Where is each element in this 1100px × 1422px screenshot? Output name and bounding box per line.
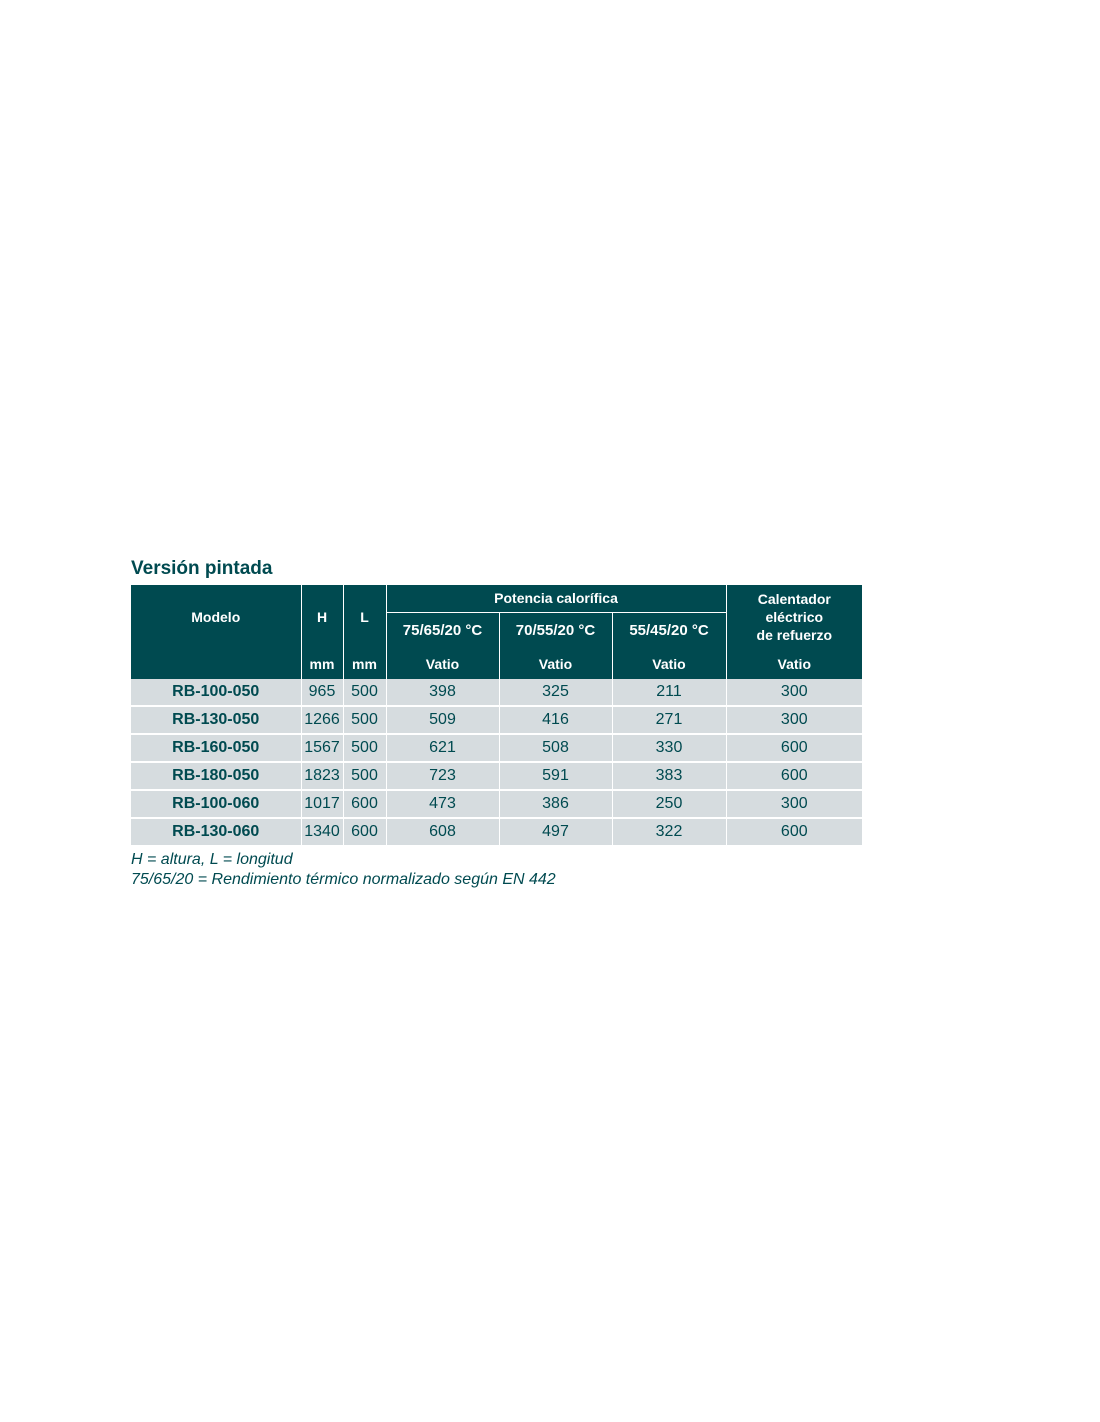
cell-model: RB-130-050	[131, 706, 301, 734]
header-temp-55-45-20: 55/45/20 °C	[612, 612, 726, 649]
cell-heater: 600	[726, 762, 862, 790]
cell-t2: 386	[499, 790, 612, 818]
cell-h: 965	[301, 679, 343, 706]
table-row	[131, 706, 862, 734]
cell-model: RB-160-050	[131, 734, 301, 762]
cell-model: RB-130-060	[131, 818, 301, 845]
cell-l: 500	[343, 679, 386, 706]
footnote-standard: 75/65/20 = Rendimiento térmico normalizado según EN 442	[131, 871, 556, 888]
cell-t3: 383	[612, 762, 726, 790]
cell-l: 600	[343, 790, 386, 818]
footnote-dimensions: H = altura, L = longitud	[131, 851, 293, 868]
cell-heater: 300	[726, 706, 862, 734]
cell-t1: 509	[386, 706, 499, 734]
cell-t1: 608	[386, 818, 499, 845]
header-calentador-line3: de refuerzo	[756, 627, 833, 643]
cell-h: 1266	[301, 706, 343, 734]
header-h: H	[301, 585, 343, 649]
cell-t1: 473	[386, 790, 499, 818]
cell-heater: 300	[726, 679, 862, 706]
cell-t3: 322	[612, 818, 726, 845]
table-row	[131, 818, 862, 845]
cell-t2: 416	[499, 706, 612, 734]
header-h-unit: mm	[301, 649, 343, 679]
header-calentador-line1: Calentador	[757, 591, 831, 607]
cell-model: RB-100-050	[131, 679, 301, 706]
cell-heater: 600	[726, 818, 862, 845]
header-l-unit: mm	[343, 649, 386, 679]
header-t2-unit: Vatio	[499, 649, 612, 679]
cell-t2: 508	[499, 734, 612, 762]
cell-l: 600	[343, 818, 386, 845]
cell-t2: 497	[499, 818, 612, 845]
cell-h: 1017	[301, 790, 343, 818]
cell-h: 1567	[301, 734, 343, 762]
header-potencia-calorifica: Potencia calorífica	[386, 585, 726, 612]
cell-l: 500	[343, 706, 386, 734]
header-l: L	[343, 585, 386, 649]
header-model: Modelo	[131, 585, 301, 649]
header-calentador	[726, 585, 862, 649]
cell-t3: 211	[612, 679, 726, 706]
cell-model: RB-180-050	[131, 762, 301, 790]
header-temp-70-55-20: 70/55/20 °C	[499, 612, 612, 649]
header-calentador-line2: eléctrico	[765, 609, 824, 625]
cell-t3: 330	[612, 734, 726, 762]
header-t1-unit: Vatio	[386, 649, 499, 679]
cell-h: 1823	[301, 762, 343, 790]
cell-t3: 271	[612, 706, 726, 734]
cell-t1: 398	[386, 679, 499, 706]
header-t3-unit: Vatio	[612, 649, 726, 679]
header-temp-75-65-20: 75/65/20 °C	[386, 612, 499, 649]
table-row	[131, 762, 862, 790]
section-title: Versión pintada	[131, 558, 273, 579]
cell-l: 500	[343, 734, 386, 762]
cell-t2: 591	[499, 762, 612, 790]
cell-t1: 723	[386, 762, 499, 790]
cell-t2: 325	[499, 679, 612, 706]
table-row	[131, 734, 862, 762]
cell-t1: 621	[386, 734, 499, 762]
cell-l: 500	[343, 762, 386, 790]
cell-heater: 300	[726, 790, 862, 818]
spec-table	[131, 585, 862, 845]
cell-model: RB-100-060	[131, 790, 301, 818]
header-model-unit	[131, 649, 301, 679]
cell-heater: 600	[726, 734, 862, 762]
table-row	[131, 679, 862, 706]
table-row	[131, 790, 862, 818]
cell-h: 1340	[301, 818, 343, 845]
header-heater-unit: Vatio	[726, 649, 862, 679]
cell-t3: 250	[612, 790, 726, 818]
